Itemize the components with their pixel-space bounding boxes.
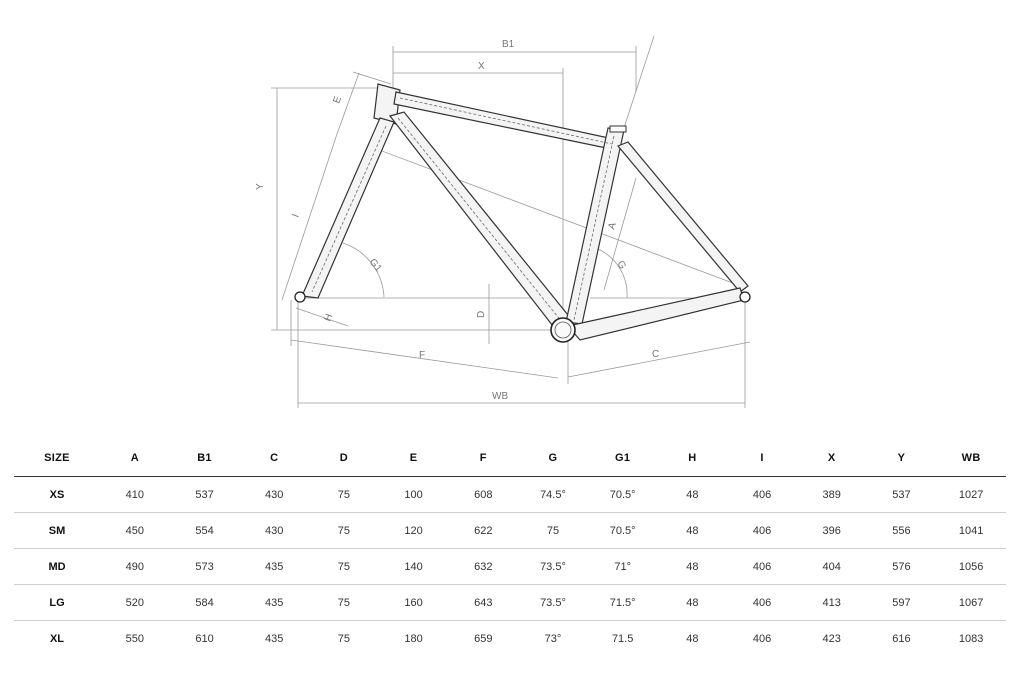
col-x: X — [797, 440, 867, 477]
table-cell: 406 — [752, 632, 772, 645]
label-y: Y — [255, 183, 266, 190]
table-cell: 75 — [309, 585, 379, 621]
label-i: I — [290, 212, 302, 220]
label-c: C — [652, 349, 660, 360]
table-cell: 576 — [867, 549, 937, 585]
table-cell: 1067 — [936, 585, 1006, 621]
table-cell: SM — [14, 513, 100, 549]
table-cell: 584 — [170, 585, 240, 621]
table-cell: 1056 — [936, 549, 1006, 585]
table-cell: 75 — [309, 477, 379, 513]
label-d: D — [476, 310, 487, 318]
table-cell: 48 — [658, 477, 728, 513]
col-y: Y — [867, 440, 937, 477]
table-row — [14, 513, 1006, 549]
table-cell: 556 — [867, 513, 937, 549]
table-cell: 71° — [588, 549, 658, 585]
table-cell: 597 — [867, 585, 937, 621]
table-cell: 74.5° — [518, 477, 588, 513]
table-cell: 70.5° — [588, 477, 658, 513]
label-wb: WB — [492, 391, 509, 402]
col-f: F — [448, 440, 518, 477]
table-cell: 435 — [239, 585, 309, 621]
table-cell: 396 — [797, 513, 867, 549]
table-cell: 75 — [309, 513, 379, 549]
table-cell: 70.5° — [588, 513, 658, 549]
table-cell: 406 — [727, 585, 797, 621]
table-cell: 75 — [518, 513, 588, 549]
label-h: H — [322, 312, 336, 324]
label-b1: B1 — [502, 39, 515, 50]
table-cell: 75 — [337, 632, 351, 645]
table-cell: 554 — [170, 513, 240, 549]
table-row — [14, 549, 1006, 585]
col-g: G — [518, 440, 588, 477]
label-g1: G1 — [366, 256, 384, 275]
col-b1: B1 — [170, 440, 240, 477]
col-size: SIZE — [14, 440, 100, 477]
table-cell: LG — [14, 585, 100, 621]
table-cell: 73.5° — [518, 549, 588, 585]
table-cell: XS — [14, 477, 100, 513]
table-cell: 550 — [125, 632, 145, 645]
table-cell: 404 — [797, 549, 867, 585]
table-cell: 406 — [727, 513, 797, 549]
label-g: G — [614, 259, 628, 272]
table-cell: 406 — [727, 549, 797, 585]
table-cell: 537 — [170, 477, 240, 513]
table-cell: 659 — [474, 632, 493, 645]
label-f: F — [419, 350, 426, 361]
table-cell: 643 — [448, 585, 518, 621]
table-cell: 1041 — [936, 513, 1006, 549]
table-row — [14, 621, 1006, 657]
table-cell: 406 — [727, 477, 797, 513]
table-cell: 435 — [265, 632, 284, 645]
table-header-row — [14, 440, 1006, 477]
col-g1: G1 — [588, 440, 658, 477]
table-cell: 450 — [100, 513, 170, 549]
table-cell: 140 — [379, 549, 449, 585]
table-cell: 73.5° — [518, 585, 588, 621]
table-cell: 608 — [448, 477, 518, 513]
table-row — [14, 585, 1006, 621]
table-cell: 1027 — [936, 477, 1006, 513]
table-cell: 48 — [658, 549, 728, 585]
table-cell: 610 — [195, 632, 214, 645]
label-x: X — [478, 61, 485, 72]
table-cell: 71.5 — [611, 632, 634, 645]
table-cell: 73° — [544, 632, 562, 645]
col-h: H — [658, 440, 728, 477]
table-cell: 48 — [658, 513, 728, 549]
table-row — [14, 477, 1006, 513]
label-e: E — [331, 94, 345, 106]
col-wb: WB — [936, 440, 1006, 477]
col-a: A — [100, 440, 170, 477]
col-d: D — [309, 440, 379, 477]
table-cell: 48 — [686, 632, 699, 645]
table-cell: 616 — [892, 632, 911, 645]
table-cell: 48 — [658, 585, 728, 621]
bike-frame — [295, 84, 750, 342]
table-cell: 1083 — [958, 632, 984, 645]
table-cell: 423 — [822, 632, 841, 645]
table-cell: 430 — [239, 477, 309, 513]
table-cell: 632 — [448, 549, 518, 585]
col-e: E — [379, 440, 449, 477]
col-c: C — [239, 440, 309, 477]
table-cell: 490 — [100, 549, 170, 585]
col-i: I — [727, 440, 797, 477]
table-cell: XL — [49, 632, 65, 645]
geometry-table — [14, 440, 1006, 656]
table-cell: 160 — [379, 585, 449, 621]
table-cell: 180 — [404, 632, 423, 645]
label-a: A — [606, 221, 619, 231]
table-cell: 75 — [309, 549, 379, 585]
table-cell: 413 — [797, 585, 867, 621]
table-cell: 430 — [239, 513, 309, 549]
table-cell: 573 — [170, 549, 240, 585]
table-cell: 120 — [379, 513, 449, 549]
table-cell: 520 — [100, 585, 170, 621]
table-cell: MD — [14, 549, 100, 585]
table-cell: 71.5° — [588, 585, 658, 621]
table-cell: 389 — [797, 477, 867, 513]
table-cell: 410 — [100, 477, 170, 513]
table-cell: 100 — [379, 477, 449, 513]
table-cell: 435 — [239, 549, 309, 585]
table-cell: 622 — [448, 513, 518, 549]
table-cell: 537 — [867, 477, 937, 513]
